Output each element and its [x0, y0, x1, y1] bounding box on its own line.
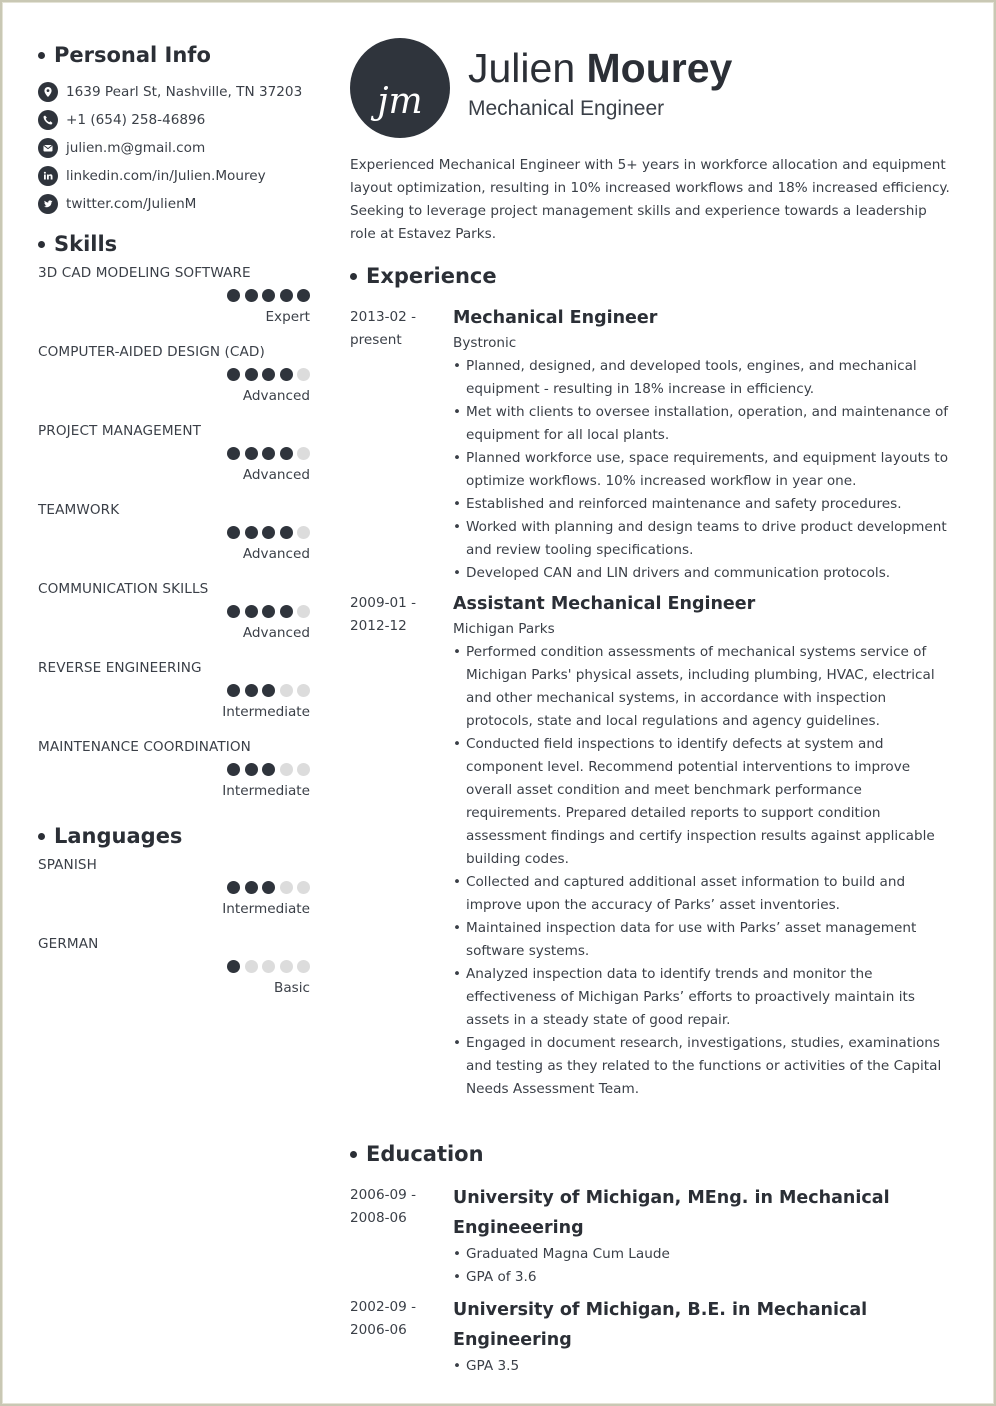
skill-item [38, 739, 310, 818]
skill-name: REVERSE ENGINEERING [38, 660, 202, 676]
bullet-item: • Analyzed inspection data to identify trends and monitor the effectiveness of Michigan Parks’ efforts to proactively maintain its assets in a steady state of good repair. [453, 963, 956, 1032]
languages-heading: Languages [38, 821, 310, 851]
rating-dot [245, 960, 258, 973]
degree: University of Michigan, B.E. in Mechanical Engineering [453, 1300, 868, 1350]
contact-address: 1639 Pearl St, Nashville, TN 37203 [38, 78, 310, 106]
date-end: 2006-06 [350, 1322, 407, 1338]
education-entry [350, 1295, 956, 1378]
rating-dot [262, 447, 275, 460]
date-start: 2009-01 - [350, 595, 417, 611]
skill-name: PROJECT MANAGEMENT [38, 423, 202, 439]
education-heading: Education [350, 1139, 956, 1169]
rating-dot [245, 289, 258, 302]
rating-dot [280, 881, 293, 894]
skill-level: Advanced [242, 625, 310, 641]
rating-dot [227, 881, 240, 894]
skill-item [38, 857, 310, 936]
bullet-item: • Worked with planning and design teams to drive product development and review tooling specifications. [453, 516, 956, 562]
skill-level: Intermediate [222, 704, 310, 720]
languages-list [38, 857, 310, 1015]
bullet-item: • Collected and captured additional asset information to build and improve upon the accuracy of Parks’ asset inventories. [453, 871, 956, 917]
bullet-item: • Maintained inspection data for use with Parks’ asset management software systems. [453, 917, 956, 963]
main-content [350, 38, 956, 1384]
date-start: 2013-02 - [350, 309, 417, 325]
experience-entry [350, 591, 956, 1101]
rating-dot [280, 605, 293, 618]
rating-dot [262, 368, 275, 381]
bullet-item: • Graduated Magna Cum Laude [453, 1243, 956, 1266]
skill-name: COMPUTER-AIDED DESIGN (CAD) [38, 344, 265, 360]
rating-dots [227, 960, 310, 973]
rating-dot [297, 368, 310, 381]
skills-list [38, 265, 310, 818]
skill-name: TEAMWORK [38, 502, 120, 518]
personal-info-heading: Personal Info [38, 40, 310, 70]
company-name: Michigan Parks [453, 621, 555, 637]
contact-phone[interactable]: +1 (654) 258-46896 [38, 106, 310, 134]
email-icon [38, 138, 58, 158]
rating-dot [297, 289, 310, 302]
rating-dot [227, 684, 240, 697]
date-end: 2012-12 [350, 618, 407, 634]
skill-item [38, 581, 310, 660]
date-end: present [350, 332, 402, 348]
rating-dot [280, 763, 293, 776]
date-start: 2006-09 - [350, 1187, 417, 1203]
rating-dot [227, 447, 240, 460]
skill-name: SPANISH [38, 857, 97, 873]
rating-dots [227, 881, 310, 894]
entry-body [453, 305, 956, 585]
rating-dot [262, 605, 275, 618]
rating-dots [227, 368, 310, 381]
rating-dots [227, 526, 310, 539]
rating-dot [297, 447, 310, 460]
rating-dot [245, 763, 258, 776]
entry-date [350, 305, 453, 585]
rating-dot [297, 881, 310, 894]
rating-dots [227, 684, 310, 697]
experience-list [350, 305, 956, 1101]
rating-dot [262, 881, 275, 894]
rating-dot [245, 447, 258, 460]
heading-bullet [38, 241, 45, 248]
bullet-item: • Planned, designed, and developed tools, engines, and mechanical equipment - resulting in 18% increase in efficiency. [453, 355, 956, 401]
bullet-item: • Engaged in document research, investigations, studies, examinations and testing as they related to the functions or activities of the Capital Needs Assessment Team. [453, 1032, 956, 1101]
rating-dot [227, 289, 240, 302]
bullet-item: • Established and reinforced maintenance and safety procedures. [453, 493, 956, 516]
sidebar [38, 40, 310, 1015]
experience-entry [350, 305, 956, 585]
entry-body [453, 591, 956, 1101]
skill-level: Advanced [242, 388, 310, 404]
skill-level: Intermediate [222, 901, 310, 917]
rating-dot [227, 605, 240, 618]
contact-twitter[interactable]: twitter.com/JulienM [38, 190, 310, 218]
full-name: Julien Mourey [468, 45, 733, 91]
degree: University of Michigan, MEng. in Mechanical Engineeering [453, 1188, 890, 1238]
rating-dot [262, 289, 275, 302]
entry-body [453, 1183, 956, 1289]
skill-level: Intermediate [222, 783, 310, 799]
experience-heading: Experience [350, 261, 956, 291]
bullet-list [453, 1243, 956, 1289]
name-block [468, 38, 732, 138]
skill-name: MAINTENANCE COORDINATION [38, 739, 251, 755]
location-pin-icon [38, 82, 58, 102]
company-name: Bystronic [453, 335, 517, 351]
skill-level: Advanced [242, 467, 310, 483]
rating-dot [262, 684, 275, 697]
contact-email[interactable]: julien.m@gmail.com [38, 134, 310, 162]
date-start: 2002-09 - [350, 1299, 417, 1315]
skill-item [38, 344, 310, 423]
entry-date [350, 591, 453, 1101]
rating-dot [227, 526, 240, 539]
bullet-item: • GPA 3.5 [453, 1355, 956, 1378]
skill-item [38, 265, 310, 344]
rating-dot [280, 684, 293, 697]
bullet-item: • Performed condition assessments of mechanical systems service of Michigan Parks' physical assets, including plumbing, HVAC, electrical and other mechanical systems, in accordance with inspection protocols, state and local regulations and agency guidelines. [453, 641, 956, 733]
avatar: jm [350, 38, 450, 138]
heading-bullet [350, 273, 357, 280]
rating-dot [227, 960, 240, 973]
rating-dots [227, 763, 310, 776]
job-title: Mechanical Engineer [468, 97, 665, 120]
job-role: Mechanical Engineer [453, 308, 658, 328]
bullet-item: • Met with clients to oversee installation, operation, and maintenance of equipment for all local plants. [453, 401, 956, 447]
rating-dot [245, 368, 258, 381]
skill-item [38, 936, 310, 1015]
skill-name: COMMUNICATION SKILLS [38, 581, 209, 597]
job-role: Assistant Mechanical Engineer [453, 594, 756, 614]
rating-dot [297, 526, 310, 539]
summary: Experienced Mechanical Engineer with 5+ years in workforce allocation and equipment layout optimization, resulting in 10% increased workflows and 18% increased efficiency. Seeking to leverage project management skills and experience towards a leadership role at Estavez Parks. [350, 157, 950, 242]
bullet-item: • Conducted field inspections to identify defects at system and component level. Recommend potential interventions to improve overall asset condition and meet benchmark performance requirements. Prepared detailed reports to support condition assessment findings and certify inspection results against applicable building codes. [453, 733, 956, 871]
rating-dot [297, 684, 310, 697]
rating-dot [297, 960, 310, 973]
twitter-icon [38, 194, 58, 214]
rating-dot [245, 605, 258, 618]
rating-dots [227, 289, 310, 302]
education-entry [350, 1183, 956, 1289]
entry-body [453, 1295, 956, 1378]
resume-header [350, 38, 956, 138]
bullet-list [453, 1355, 956, 1378]
skill-name: 3D CAD MODELING SOFTWARE [38, 265, 251, 281]
skill-level: Advanced [242, 546, 310, 562]
skill-name: GERMAN [38, 936, 99, 952]
rating-dot [280, 526, 293, 539]
bullet-list [453, 355, 956, 585]
rating-dot [280, 960, 293, 973]
rating-dots [227, 605, 310, 618]
rating-dot [227, 763, 240, 776]
rating-dot [245, 526, 258, 539]
contact-list [38, 78, 310, 218]
skill-item [38, 502, 310, 581]
skill-level: Expert [265, 309, 310, 325]
linkedin-icon [38, 166, 58, 186]
rating-dot [297, 763, 310, 776]
rating-dot [280, 368, 293, 381]
contact-linkedin[interactable]: linkedin.com/in/Julien.Mourey [38, 162, 310, 190]
rating-dot [297, 605, 310, 618]
bullet-item: • Developed CAN and LIN drivers and communication protocols. [453, 562, 956, 585]
bullet-list [453, 641, 956, 1101]
heading-bullet [38, 833, 45, 840]
skill-item [38, 423, 310, 502]
bullet-item: • Planned workforce use, space requirements, and equipment layouts to optimize workflows. 10% increased workflow in year one. [453, 447, 956, 493]
heading-bullet [38, 52, 45, 59]
rating-dot [245, 684, 258, 697]
rating-dot [262, 960, 275, 973]
skill-level: Basic [274, 980, 310, 996]
rating-dot [280, 447, 293, 460]
rating-dot [280, 289, 293, 302]
entry-date [350, 1295, 453, 1378]
entry-date [350, 1183, 453, 1289]
date-end: 2008-06 [350, 1210, 407, 1226]
skills-heading: Skills [38, 229, 310, 259]
education-list [350, 1183, 956, 1378]
rating-dot [245, 881, 258, 894]
bullet-item: • GPA of 3.6 [453, 1266, 956, 1289]
rating-dot [262, 526, 275, 539]
heading-bullet [350, 1151, 357, 1158]
phone-icon [38, 110, 58, 130]
rating-dot [227, 368, 240, 381]
rating-dots [227, 447, 310, 460]
rating-dot [262, 763, 275, 776]
skill-item [38, 660, 310, 739]
